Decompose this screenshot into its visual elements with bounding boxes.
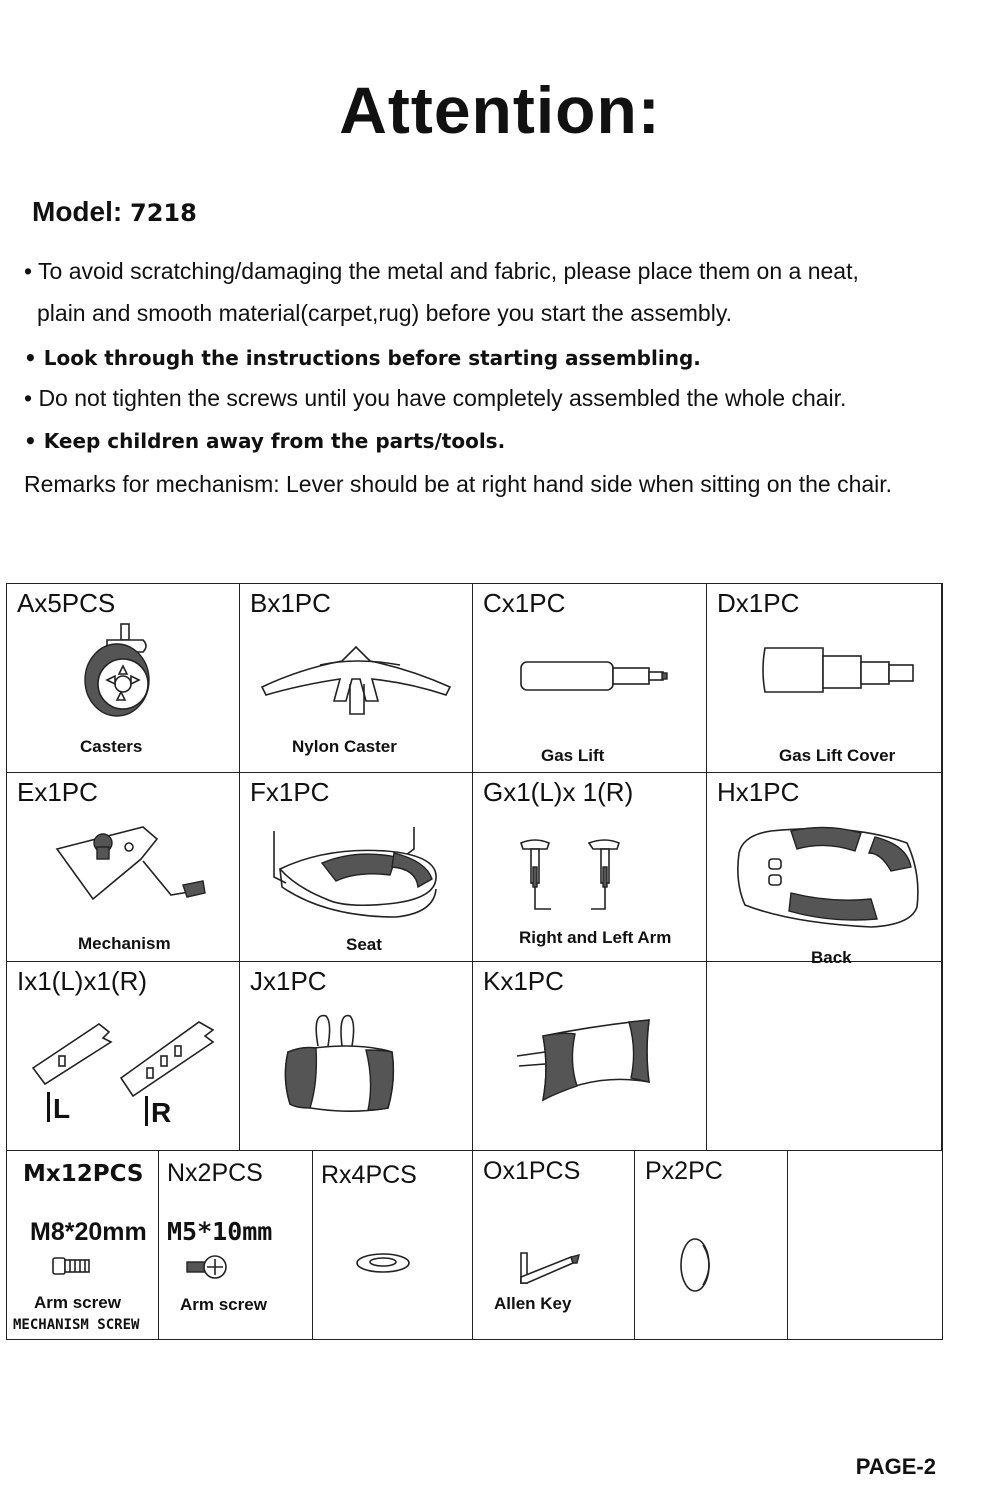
note-4: • Keep children away from the parts/tools. xyxy=(24,429,506,453)
part-o-code: Ox1PCS xyxy=(483,1157,581,1185)
part-e-caption: Mechanism xyxy=(78,934,171,953)
model-line xyxy=(32,196,197,228)
gas-lift-icon xyxy=(519,658,669,698)
part-a-code: Ax5PCS xyxy=(17,588,116,618)
right-label: R xyxy=(151,1097,172,1128)
part-n-caption: Arm screw xyxy=(180,1295,267,1314)
part-o-cell xyxy=(473,1151,635,1339)
part-h-code: Hx1PC xyxy=(717,777,800,807)
part-p-cell xyxy=(635,1151,788,1339)
left-marker xyxy=(47,1092,70,1125)
washer-icon xyxy=(353,1251,413,1275)
lumbar-pillow-icon xyxy=(282,1012,432,1122)
gas-lift-cover-icon xyxy=(761,644,921,700)
note-1-cont: plain and smooth material(carpet,rug) before you start the assembly. xyxy=(37,300,733,326)
seat-icon xyxy=(266,827,446,927)
part-b-caption: Nylon Caster xyxy=(292,737,397,756)
chair-back-icon xyxy=(731,823,921,933)
part-a-caption: Casters xyxy=(80,737,143,756)
model-label: Model: xyxy=(32,196,123,227)
part-m-size: M8*20mm xyxy=(30,1218,147,1246)
nylon-base-icon xyxy=(260,639,460,719)
part-d-cell xyxy=(707,584,942,773)
part-f-cell xyxy=(240,773,473,962)
arm-plate-icon xyxy=(29,1018,219,1098)
note-3: • Do not tighten the screws until you have completely assembled the whole chair. xyxy=(24,385,847,411)
headrest-pillow-icon xyxy=(513,1012,673,1112)
part-n-cell xyxy=(159,1151,313,1339)
part-f-code: Fx1PC xyxy=(250,777,330,807)
empty-cell-row3 xyxy=(707,962,942,1151)
part-c-code: Cx1PC xyxy=(483,588,566,618)
armrest-icon xyxy=(515,837,635,917)
part-d-code: Dx1PC xyxy=(717,588,800,618)
parts-table xyxy=(6,583,943,1340)
right-marker xyxy=(145,1096,171,1129)
note-1: • To avoid scratching/damaging the metal and fabric, please place them on a neat, xyxy=(24,258,859,284)
part-n-code: Nx2PCS xyxy=(167,1159,263,1187)
part-h-cell xyxy=(707,773,942,967)
part-n-size: M5*10mm xyxy=(167,1217,273,1246)
part-c-cell xyxy=(473,584,707,773)
part-m-code: Mx12PCS xyxy=(23,1161,144,1187)
part-m-caption-2: MECHANISM SCREW xyxy=(13,1317,140,1333)
left-label: L xyxy=(53,1093,71,1124)
part-r-code: Rx4PCS xyxy=(321,1161,417,1189)
part-e-cell xyxy=(7,773,240,962)
caster-icon xyxy=(77,622,177,722)
page-number: PAGE-2 xyxy=(855,1454,936,1479)
part-k-cell xyxy=(473,962,707,1151)
part-k-code: Kx1PC xyxy=(483,966,564,996)
part-h-caption: Back xyxy=(811,948,852,967)
allen-key-icon xyxy=(517,1247,587,1287)
part-g-code: Gx1(L)x 1(R) xyxy=(483,777,634,807)
part-i-cell xyxy=(7,962,240,1151)
mechanism-icon xyxy=(53,821,213,921)
part-m-caption: Arm screw xyxy=(34,1293,121,1312)
model-number: 7218 xyxy=(130,199,197,227)
part-r-cell xyxy=(313,1151,473,1339)
part-p-code: Px2PC xyxy=(645,1157,723,1185)
part-o-caption: Allen Key xyxy=(494,1294,572,1313)
part-a-cell xyxy=(7,584,240,773)
part-e-code: Ex1PC xyxy=(17,777,98,807)
empty-cell-row4 xyxy=(788,1151,942,1339)
note-2: • Look through the instructions before starting assembling. xyxy=(24,346,701,370)
part-j-code: Jx1PC xyxy=(250,966,327,996)
phillips-screw-icon xyxy=(185,1253,229,1283)
part-b-code: Bx1PC xyxy=(250,588,331,618)
hex-bolt-icon xyxy=(51,1255,95,1279)
part-g-caption: Right and Left Arm xyxy=(519,928,672,947)
page-title: Attention: xyxy=(339,73,661,147)
part-m-cell xyxy=(7,1151,159,1339)
cap-icon xyxy=(677,1237,717,1297)
part-i-code: Ix1(L)x1(R) xyxy=(17,966,148,996)
part-g-cell xyxy=(473,773,707,962)
part-j-cell xyxy=(240,962,473,1151)
part-f-caption: Seat xyxy=(346,935,382,954)
part-b-cell xyxy=(240,584,473,773)
note-remarks: Remarks for mechanism: Lever should be at right hand side when sitting on the chair. xyxy=(24,471,893,497)
part-d-caption: Gas Lift Cover xyxy=(779,746,896,765)
part-c-caption: Gas Lift xyxy=(541,746,605,765)
